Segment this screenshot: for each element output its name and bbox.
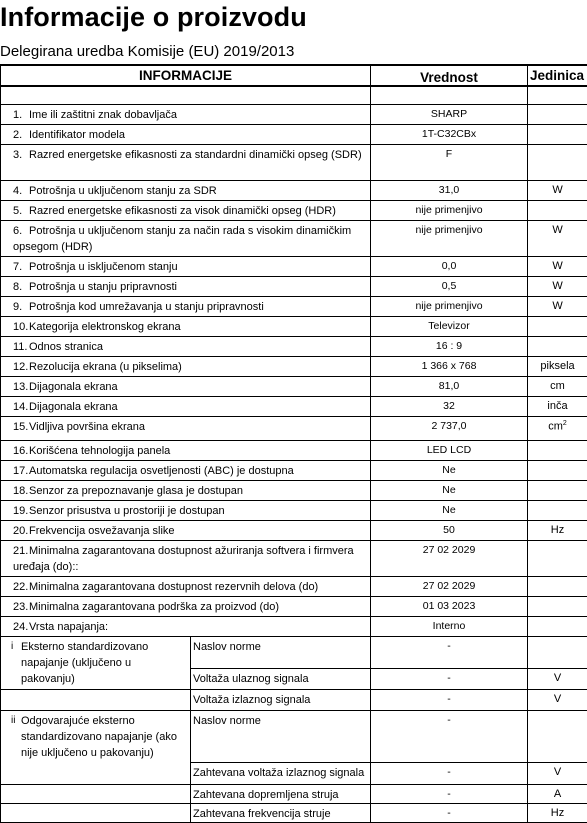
table-row [1,416,587,440]
row-unit [528,256,587,276]
table-row [1,200,587,220]
row-value: nije primenjivo [371,200,528,220]
row-label-cell [1,596,371,616]
row-unit [528,440,587,460]
row-unit [528,576,587,596]
row-label: Odnos stranica [29,340,103,353]
table-row [1,104,587,124]
row-label-cell [1,460,371,480]
row-unit-text: W [552,299,563,312]
row-number: 20. [13,524,29,537]
psu-sub-label: Zahtevana voltaža izlaznog signala [191,762,371,784]
psu-marker: ii [11,714,16,726]
row-number: 11. [13,340,28,353]
row-unit [528,296,587,316]
table-row [1,480,587,500]
row-number: 22. [13,580,29,593]
psu-sub-label: Zahtevana frekvencija struje [191,803,371,822]
row-label-cell [1,480,371,500]
row-unit [528,376,587,396]
row-unit [528,144,587,180]
row-value: LED LCD [371,440,528,460]
row-label-cell [1,316,371,336]
table-row [1,220,587,256]
header-unit: Jedinica [528,65,587,86]
psu-sub-label: Naslov norme [191,710,371,762]
row-unit-superscript: 2 [562,419,567,427]
row-number: 9. [13,300,23,313]
table-row [1,316,587,336]
row-label: Razred energetske efikasnosti za visok dinamički opseg (HDR) [29,204,336,217]
row-value: 01 03 2023 [371,596,528,616]
psu-sub-unit: V [528,689,587,710]
psu-sub-value: - [371,668,528,689]
row-unit-text: Hz [550,523,565,536]
table-row [1,596,587,616]
table-row [1,296,587,316]
row-value: Ne [371,480,528,500]
table-row [1,500,587,520]
psu-sub-row [1,689,587,710]
row-value: Ne [371,460,528,480]
psu-sub-label: Voltaža izlaznog signala [191,689,371,710]
row-unit [528,520,587,540]
row-unit [528,396,587,416]
row-label: Vidljiva površina ekrana [29,420,145,433]
psu-sub-row [1,803,587,822]
table-row [1,180,587,200]
psu-sub-unit [528,636,587,668]
row-unit [528,480,587,500]
row-number: 6. [13,224,23,237]
row-number: 1. [13,108,23,121]
row-label-cell [1,220,371,256]
product-info-table [0,64,587,823]
row-label-cell [1,540,371,576]
row-label-cell [1,500,371,520]
table-row [1,144,587,180]
psu-sub-row [1,636,587,668]
table-row [1,440,587,460]
row-label: Potrošnja u isključenom stanju [29,260,178,273]
row-label-cell [1,276,371,296]
psu-type-cell [1,636,191,689]
row-unit-text: W [552,259,563,272]
row-number: 2. [13,128,23,141]
row-unit-text: inča [547,399,568,412]
psu-sub-label: Naslov norme [191,636,371,668]
psu-sub-unit: Hz [528,803,587,822]
row-value: 27 02 2029 [371,576,528,596]
table-row [1,376,587,396]
psu-sub-unit [528,710,587,762]
table-row [1,276,587,296]
row-label: Potrošnja u uključenom stanju za način rada s visokim dinamičkim opsegom (HDR) [13,224,352,253]
row-value: 0,0 [371,256,528,276]
psu-sub-row [1,784,587,803]
row-value: F [371,144,528,180]
row-number: 19. [13,504,29,517]
row-unit-text: cm [550,379,565,392]
psu-sub-value: - [371,784,528,803]
row-number: 4. [13,184,23,197]
row-label-cell [1,104,371,124]
row-unit [528,180,587,200]
table-row [1,356,587,376]
table-row [1,256,587,276]
row-unit [528,276,587,296]
row-value: Televizor [371,316,528,336]
header-info: INFORMACIJE [1,65,371,86]
row-unit [528,200,587,220]
row-label: Automatska regulacija osvetljenosti (ABC) je dostupna [29,464,294,477]
row-unit-text: cm [548,420,563,433]
row-number: 18. [13,484,29,497]
table-row [1,540,587,576]
row-number: 21. [13,544,29,557]
row-label: Senzor za prepoznavanje glasa je dostupan [29,484,244,497]
row-unit-text: W [552,183,563,196]
row-unit-text: W [552,279,563,292]
row-number: 17. [13,464,29,477]
row-value: Interno [371,616,528,636]
table-row [1,576,587,596]
row-label-cell [1,396,371,416]
psu-empty-cell [1,689,191,710]
row-unit [528,336,587,356]
page-subtitle: Delegirana uredba Komisije (EU) 2019/2013 [0,43,295,60]
row-value: 81,0 [371,376,528,396]
psu-sub-unit: V [528,762,587,784]
header-value: Vrednost [371,65,528,86]
row-label-cell [1,616,371,636]
psu-type-label: Eksterno standardizovano napajanje (uključeno u pakovanju) [21,640,149,685]
row-label-cell [1,440,371,460]
row-value: 0,5 [371,276,528,296]
psu-type-cell [1,710,191,784]
row-number: 14. [13,400,29,413]
row-unit [528,124,587,144]
row-label: Korišćena tehnologija panela [29,444,171,457]
row-label-cell [1,180,371,200]
row-unit [528,616,587,636]
psu-type-label: Odgovarajuće eksterno standardizovano napajanje (ako nije uključeno u pakovanju) [21,714,177,759]
row-unit-text: W [552,223,563,236]
page-title: Informacije o proizvodu [0,2,307,32]
row-unit [528,540,587,576]
row-label-cell [1,200,371,220]
row-label-cell [1,520,371,540]
psu-sub-unit: V [528,668,587,689]
row-label-cell [1,144,371,180]
row-number: 12. [13,360,29,373]
row-label: Potrošnja u stanju pripravnosti [29,280,177,293]
row-value: Ne [371,500,528,520]
row-label: Dijagonala ekrana [29,380,118,393]
row-number: 10. [13,320,29,333]
row-label-cell [1,296,371,316]
row-label: Minimalna zagarantovana dostupnost rezervnih delova (do) [29,580,319,593]
row-unit-text: piksela [540,359,575,372]
row-label: Dijagonala ekrana [29,400,118,413]
row-unit [528,316,587,336]
row-number: 7. [13,260,23,273]
psu-sub-unit: A [528,784,587,803]
row-value: 1T-C32CBx [371,124,528,144]
row-label: Razred energetske efikasnosti za standardni dinamički opseg (SDR) [29,148,362,161]
row-label: Ime ili zaštitni znak dobavljača [29,108,177,121]
row-unit [528,220,587,256]
row-label: Vrsta napajanja: [29,620,109,633]
row-unit [528,460,587,480]
row-value: SHARP [371,104,528,124]
row-label-cell [1,256,371,276]
header-spacer-row [1,86,587,104]
row-value: 31,0 [371,180,528,200]
row-number: 5. [13,204,23,217]
table-row [1,124,587,144]
row-number: 23. [13,600,29,613]
row-value: 16 : 9 [371,336,528,356]
row-label-cell [1,416,371,440]
row-label: Rezolucija ekrana (u pikselima) [29,360,182,373]
psu-sub-row [1,710,587,762]
psu-empty-cell [1,803,191,822]
row-label: Kategorija elektronskog ekrana [29,320,181,333]
psu-sub-label: Zahtevana dopremljena struja [191,784,371,803]
row-value: 32 [371,396,528,416]
psu-empty-cell [1,784,191,803]
row-unit [528,356,587,376]
psu-sub-value: - [371,803,528,822]
psu-marker: i [11,640,14,652]
row-label: Identifikator modela [29,128,125,141]
row-unit [528,104,587,124]
row-unit [528,596,587,616]
table-row [1,396,587,416]
row-value: nije primenjivo [371,220,528,256]
row-value: 27 02 2029 [371,540,528,576]
row-number: 13. [13,380,29,393]
row-number: 24. [13,620,29,633]
row-label: Senzor prisustva u prostoriji je dostupan [29,504,225,517]
row-label: Minimalna zagarantovana podrška za proizvod (do) [29,600,280,613]
row-unit [528,500,587,520]
row-value: 1 366 x 768 [371,356,528,376]
row-number: 15. [13,420,29,433]
psu-sub-value: - [371,689,528,710]
row-label-cell [1,376,371,396]
row-label-cell [1,336,371,356]
row-value: nije primenjivo [371,296,528,316]
row-label: Minimalna zagarantovana dostupnost ažuriranja softvera i firmvera uređaja (do):: [13,544,354,573]
row-unit [528,416,587,440]
table-row [1,336,587,356]
psu-sub-value: - [371,762,528,784]
row-number: 3. [13,148,23,161]
psu-sub-label: Voltaža ulaznog signala [191,668,371,689]
row-value: 50 [371,520,528,540]
row-value: 2 737,0 [371,416,528,440]
table-row [1,460,587,480]
row-number: 8. [13,280,23,293]
psu-sub-value: - [371,710,528,762]
row-label-cell [1,124,371,144]
row-label: Frekvencija osvežavanja slike [29,524,175,537]
row-label: Potrošnja kod umrežavanja u stanju pripravnosti [29,300,264,313]
row-label-cell [1,356,371,376]
psu-sub-value: - [371,636,528,668]
table-row [1,520,587,540]
table-row [1,616,587,636]
row-number: 16. [13,444,29,457]
row-label-cell [1,576,371,596]
row-label: Potrošnja u uključenom stanju za SDR [29,184,217,197]
